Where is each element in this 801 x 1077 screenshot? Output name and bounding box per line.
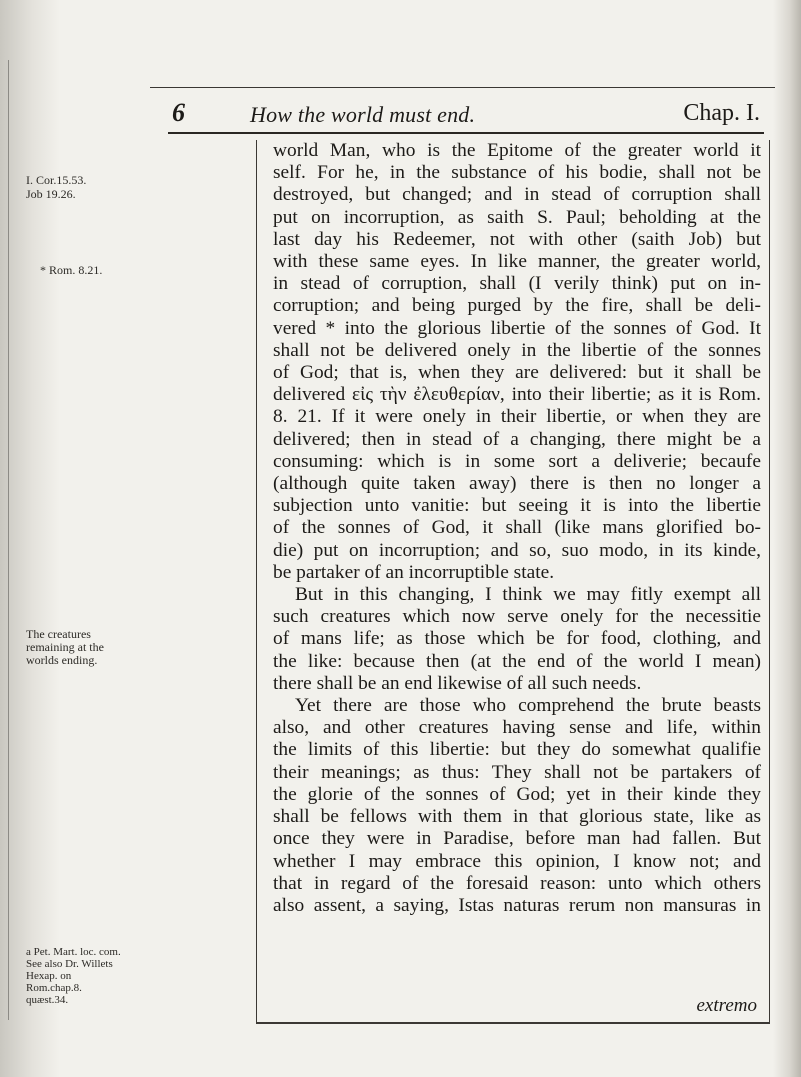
text-line: world Man, who is the Epitome of the greater world it — [273, 140, 761, 161]
text-line: that in regard of the foresaid reason: unto which others — [273, 872, 761, 894]
header-rule — [168, 132, 764, 134]
text-line: their meanings; as thus: They shall not be partakers of — [273, 761, 761, 783]
text-line: also assent, a saying, Istas naturas rerum non mansuras in — [273, 894, 761, 916]
text-line: the like: because then (at the end of the world I mean) — [273, 650, 761, 672]
text-line: with these same eyes. In like manner, the greater world, — [273, 251, 761, 273]
text-line: subjection unto vanitie: but seeing it is into the libertie — [273, 495, 761, 517]
text-line: consuming: which is in some sort a deliverie; becaufe — [273, 450, 761, 472]
text-column — [256, 140, 770, 1022]
text-line: delivered; then in stead of a changing, there might be a — [273, 428, 761, 450]
text-line: also, and other creatures having sense and life, within — [273, 717, 761, 739]
text-line: be partaker of an incorruptible state. — [273, 561, 555, 583]
margin-note: a Pet. Mart. loc. com. See also Dr. Willets Hexap. on Rom.chap.8. quæst.34. — [26, 946, 121, 1006]
text-line: die) put on incorruption; and so, suo modo, in its kinde, — [273, 539, 761, 561]
text-line: such creatures which now serve onely for the necessitie — [273, 606, 761, 628]
margin-note: The creatures remaining at the worlds ending. — [26, 627, 104, 667]
page-gutter-shadow — [0, 0, 60, 1077]
text-line: the glorie of the sonnes of God; yet in their kinde they — [273, 783, 761, 805]
text-line: (although quite taken away) there is then no longer a — [273, 473, 761, 495]
text-line: self. For he, in the substance of his bodie, shall not be — [273, 162, 761, 184]
margin-note: Job 19.26. — [26, 187, 76, 201]
text-line: in stead of corruption, shall (I verily think) put on in- — [273, 273, 761, 295]
bottom-rule — [256, 1022, 770, 1024]
text-line: last day his Redeemer, not with other (saith Job) but — [273, 228, 761, 250]
text-line: shall be fellows with them in that glorious state, like as — [273, 806, 761, 828]
margin-note: I. Cor.15.53. — [26, 173, 87, 187]
text-line: Yet there are those who comprehend the brute beasts — [295, 695, 761, 717]
text-line: But in this changing, I think we may fitly exempt all — [295, 584, 761, 606]
text-line: vered * into the glorious libertie of the sonnes of God. It — [273, 317, 761, 339]
text-line: put on incorruption, as saith S. Paul; beholding at the — [273, 206, 761, 228]
text-line: of God; that is, when they are delivered: but it shall be — [273, 362, 761, 384]
text-line: delivered εἰς τὴν ἐλευθερίαν, into their libertie; as it is Rom. — [273, 384, 761, 406]
text-line: of mans life; as those which be for food, clothing, and — [273, 628, 761, 650]
running-head — [168, 98, 768, 132]
text-line: destroyed, but changed; and in stead of corruption shall — [273, 184, 761, 206]
text-line: of the sonnes of God, it shall (like mans glorified bo- — [273, 517, 761, 539]
catchword: extremo — [696, 995, 757, 1016]
text-line: once they were in Paradise, before man had fallen. But — [273, 828, 761, 850]
page-edge-shadow — [773, 0, 801, 1077]
top-rule — [150, 87, 775, 88]
text-line: corruption; and being purged by the fire, shall be deli- — [273, 295, 761, 317]
text-line: whether I may embrace this opinion, I know not; and — [273, 850, 761, 872]
text-line: there shall be an end likewise of all such needs. — [273, 672, 642, 694]
text-line: shall not be delivered onely in the libertie of the sonnes — [273, 339, 761, 361]
body-text — [273, 140, 761, 917]
running-title: How the world must end. — [250, 102, 476, 127]
text-line: 8. 21. If it were onely in their libertie, or when they are — [273, 406, 761, 428]
chapter-label: Chap. I. — [683, 100, 760, 126]
gutter-line — [8, 60, 9, 1020]
text-line: the limits of this libertie: but they do somewhat qualifie — [273, 739, 761, 761]
margin-note: * Rom. 8.21. — [40, 263, 103, 277]
page-number: 6 — [172, 98, 185, 127]
